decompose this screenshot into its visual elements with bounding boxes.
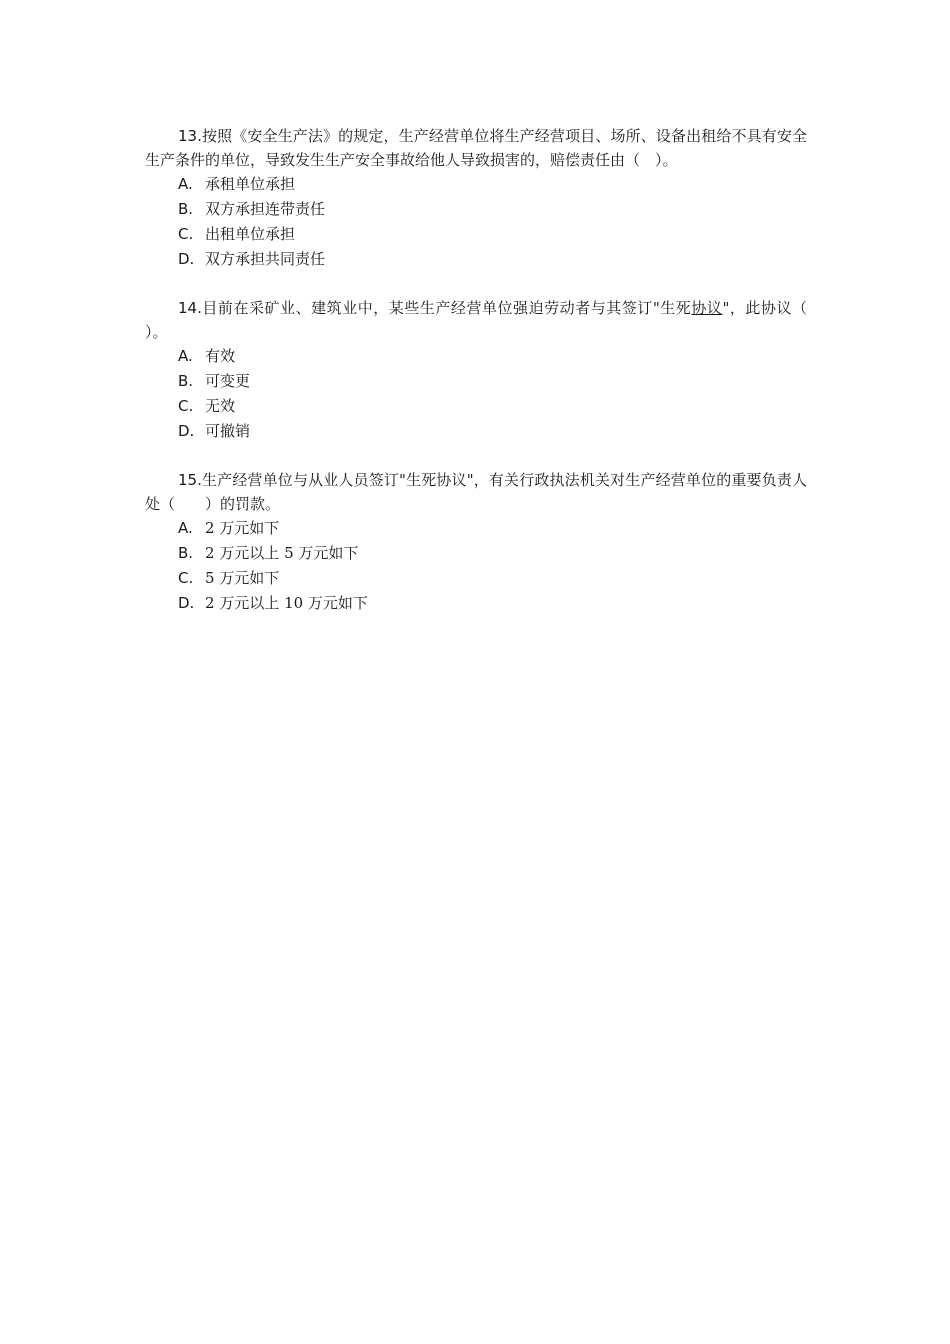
- option-letter: B.: [178, 372, 194, 390]
- option-letter: A.: [178, 175, 193, 193]
- option-text: 无效: [205, 397, 236, 415]
- question-number: 13.: [178, 127, 202, 145]
- option-letter: A.: [178, 519, 193, 537]
- option-text: 出租单位承担: [205, 225, 296, 243]
- question-stem: [145, 468, 807, 516]
- question-text: 按照《安全生产法》的规定，生产经营单位将生产经营项目、场所、设备出租给不具有安全生产条件的单位，导致发生生产安全事故给他人导致损害的，赔偿责任由（ ）。: [145, 127, 807, 169]
- option-letter: A.: [178, 347, 193, 365]
- question-number: 15.: [178, 471, 202, 489]
- option-a: [145, 172, 807, 197]
- option-text: 可变更: [205, 372, 251, 390]
- underlined-text: 协议: [691, 299, 723, 317]
- option-letter: D.: [178, 422, 195, 440]
- question-stem: [145, 296, 838, 344]
- option-list: [145, 516, 807, 616]
- option-a: [145, 344, 807, 369]
- option-b: [145, 541, 807, 566]
- option-c: [145, 222, 807, 247]
- question-number: 14.: [178, 299, 202, 317]
- question-stem: [145, 124, 807, 172]
- question-list: [145, 124, 838, 640]
- option-letter: B.: [178, 200, 194, 218]
- option-letter: C.: [178, 225, 194, 243]
- question-13: [145, 124, 807, 272]
- option-letter: C.: [178, 569, 194, 587]
- option-d: [145, 419, 807, 444]
- option-a: [145, 516, 807, 541]
- option-text: 可撤销: [205, 422, 251, 440]
- option-d: [145, 591, 807, 616]
- option-text: 2 万元以上 5 万元如下: [205, 544, 359, 562]
- option-b: [145, 197, 807, 222]
- option-c: [145, 566, 807, 591]
- question-15: [145, 468, 807, 616]
- option-list: [145, 172, 807, 272]
- option-letter: D.: [178, 250, 195, 268]
- question-text: 目前在采矿业、建筑业中，某些生产经营单位强迫劳动者与其签订"生死: [201, 299, 692, 317]
- option-text: 5 万元如下: [205, 569, 280, 587]
- question-text-continued: "，此协议（ ）。: [145, 299, 838, 341]
- option-d: [145, 247, 807, 272]
- option-text: 2 万元如下: [205, 519, 280, 537]
- question-14: [145, 296, 838, 444]
- question-text: 生产经营单位与从业人员签订"生死协议"，有关行政执法机关对生产经营单位的重要负责人处（ ）的罚款。: [145, 471, 807, 513]
- option-b: [145, 369, 807, 394]
- option-c: [145, 394, 807, 419]
- option-text: 承租单位承担: [205, 175, 296, 193]
- option-letter: D.: [178, 594, 195, 612]
- option-text: 2 万元以上 10 万元如下: [205, 594, 368, 612]
- option-list: [145, 344, 807, 444]
- option-letter: C.: [178, 397, 194, 415]
- option-letter: B.: [178, 544, 194, 562]
- option-text: 双方承担连带责任: [205, 200, 326, 218]
- option-text: 双方承担共同责任: [205, 250, 326, 268]
- option-text: 有效: [205, 347, 236, 365]
